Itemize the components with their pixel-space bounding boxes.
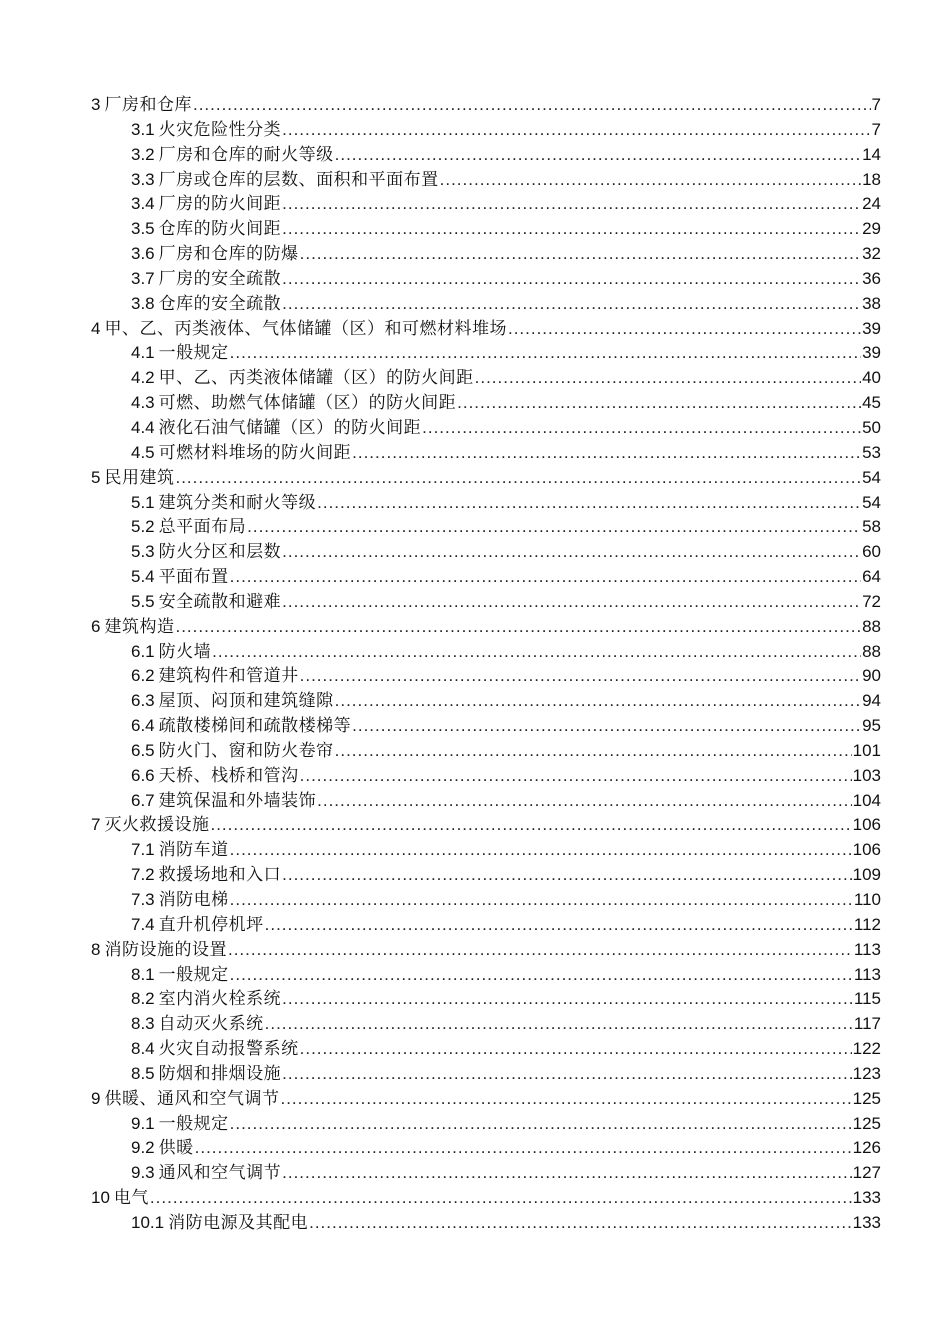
toc-entry[interactable]: [91, 764, 881, 789]
toc-entry-page-number: 123: [852, 1063, 881, 1083]
toc-entry-page-number: 54: [862, 467, 881, 487]
toc-entry[interactable]: [91, 491, 881, 516]
toc-dot-leader: [352, 714, 861, 739]
toc-entry-number: 4.2: [131, 368, 155, 388]
toc-entry[interactable]: [91, 341, 881, 366]
toc-dot-leader: [282, 217, 861, 242]
toc-entry[interactable]: [91, 366, 881, 391]
toc-dot-leader: [230, 565, 861, 590]
toc-entry-page-number: 106: [852, 840, 881, 860]
toc-entry-number: 10: [91, 1188, 110, 1208]
toc-dot-leader: [265, 1012, 853, 1037]
toc-entry-number: 8.3: [131, 1014, 155, 1034]
toc-entry[interactable]: [91, 118, 881, 143]
toc-entry[interactable]: [91, 963, 881, 988]
toc-dot-leader: [193, 93, 871, 118]
toc-dot-leader: [282, 1161, 851, 1186]
toc-entry[interactable]: [91, 391, 881, 416]
toc-entry-title: 灭火救援设施: [104, 815, 210, 836]
toc-entry-number: 5.1: [131, 492, 155, 512]
toc-dot-leader: [265, 913, 853, 938]
toc-entry-title: 安全疏散和避难: [158, 591, 282, 612]
toc-entry[interactable]: [91, 714, 881, 739]
toc-entry-number: 9: [91, 1088, 101, 1108]
toc-entry-number: 10.1: [131, 1212, 165, 1232]
toc-entry-title: 供暖: [158, 1138, 194, 1159]
toc-entry-page-number: 18: [862, 169, 881, 189]
toc-entry-title: 一般规定: [158, 964, 229, 985]
toc-entry-title: 建筑构造: [104, 616, 175, 637]
toc-entry-page-number: 112: [853, 914, 881, 934]
toc-dot-leader: [282, 267, 861, 292]
toc-entry[interactable]: [91, 242, 881, 267]
toc-entry-page-number: 110: [853, 890, 881, 909]
toc-entry-title: 平面布置: [158, 567, 229, 588]
toc-dot-leader: [282, 987, 853, 1012]
toc-entry-title: 火灾危险性分类: [158, 119, 282, 140]
toc-entry[interactable]: [91, 292, 881, 317]
toc-dot-leader: [440, 168, 861, 193]
toc-entry-number: 9.2: [131, 1138, 155, 1158]
toc-entry-number: 3.5: [131, 219, 155, 239]
toc-entry-page-number: 14: [862, 144, 881, 164]
toc-entry[interactable]: [91, 590, 881, 615]
toc-entry-title: 自动灭火系统: [158, 1014, 264, 1035]
toc-entry-title: 一般规定: [158, 1113, 229, 1134]
toc-entry[interactable]: [91, 192, 881, 217]
toc-entry[interactable]: [91, 888, 881, 913]
toc-entry-page-number: 39: [862, 318, 881, 338]
toc-entry-page-number: 122: [852, 1039, 881, 1059]
toc-entry[interactable]: [91, 565, 881, 590]
toc-entry-page-number: 133: [852, 1212, 881, 1232]
toc-entry-title: 厂房的安全疏散: [158, 268, 282, 289]
toc-dot-leader: [335, 143, 861, 168]
toc-entry-title: 防火分区和层数: [158, 542, 282, 563]
toc-dot-leader: [475, 366, 861, 391]
toc-entry-page-number: 133: [852, 1188, 881, 1208]
toc-entry[interactable]: [91, 789, 881, 814]
toc-entry-number: 6.2: [131, 666, 155, 686]
toc-entry-title: 建筑构件和管道井: [158, 666, 299, 687]
toc-entry-page-number: 36: [862, 268, 881, 288]
toc-entry-title: 疏散楼梯间和疏散楼梯等: [158, 716, 352, 737]
toc-entry-page-number: 127: [852, 1163, 881, 1183]
toc-entry-page-number: 88: [862, 641, 881, 661]
toc-dot-leader: [282, 1062, 851, 1087]
toc-dot-leader: [282, 540, 861, 565]
toc-entry-number: 6.1: [131, 641, 155, 661]
toc-dot-leader: [457, 391, 861, 416]
toc-entry-page-number: 88: [862, 616, 881, 636]
toc-entry-number: 5: [91, 467, 101, 487]
toc-entry-title: 消防电梯: [158, 890, 229, 910]
toc-entry-title: 仓库的防火间距: [158, 219, 282, 240]
toc-entry-title: 救援场地和入口: [158, 865, 282, 886]
toc-dot-leader: [175, 466, 861, 491]
toc-entry-number: 6.4: [131, 716, 155, 736]
toc-dot-leader: [230, 1112, 852, 1137]
toc-entry-page-number: 58: [862, 517, 881, 537]
toc-entry-page-number: 125: [852, 1088, 881, 1108]
toc-dot-leader: [282, 192, 861, 217]
toc-entry-number: 8.5: [131, 1063, 155, 1083]
toc-entry-page-number: 104: [852, 790, 881, 810]
toc-entry[interactable]: [91, 987, 881, 1012]
toc-entry[interactable]: [91, 267, 881, 292]
toc-entry-number: 5.3: [131, 542, 155, 562]
toc-entry[interactable]: [91, 466, 881, 491]
toc-entry-page-number: 64: [862, 567, 881, 587]
toc-entry-page-number: 72: [862, 591, 881, 611]
toc-entry[interactable]: [91, 913, 881, 938]
toc-entry-number: 6.3: [131, 691, 155, 711]
toc-entry-title: 消防车道: [158, 840, 229, 861]
toc-entry-title: 消防电源及其配电: [168, 1212, 309, 1233]
toc-entry-number: 8.2: [131, 989, 155, 1009]
toc-entry-number: 7.1: [131, 840, 155, 860]
toc-dot-leader: [175, 615, 861, 640]
toc-entry-number: 5.2: [131, 517, 155, 537]
toc-entry-page-number: 113: [853, 964, 881, 984]
toc-entry-title: 通风和空气调节: [158, 1163, 282, 1184]
toc-dot-leader: [210, 813, 851, 838]
toc-entry-number: 7.4: [131, 914, 155, 934]
toc-entry-page-number: 24: [862, 194, 881, 214]
toc-entry-number: 6.5: [131, 740, 155, 760]
toc-entry[interactable]: [91, 838, 881, 863]
toc-entry-number: 3.1: [131, 119, 155, 139]
toc-dot-leader: [247, 515, 861, 540]
toc-entry[interactable]: [91, 640, 881, 665]
toc-entry-number: 8.4: [131, 1039, 155, 1059]
toc-entry-title: 建筑分类和耐火等级: [158, 492, 317, 513]
toc-entry-page-number: 125: [852, 1113, 881, 1133]
toc-entry-page-number: 50: [862, 417, 881, 437]
toc-entry-number: 7: [91, 815, 101, 835]
toc-entry-page-number: 7: [871, 95, 881, 114]
toc-entry-page-number: 106: [852, 815, 881, 835]
toc-entry-title: 厂房或仓库的层数、面积和平面布置: [158, 169, 439, 190]
toc-entry-number: 4.3: [131, 393, 155, 413]
toc-entry-number: 6.7: [131, 790, 155, 810]
toc-dot-leader: [230, 341, 861, 366]
toc-entry[interactable]: [91, 863, 881, 888]
toc-entry-number: 3.3: [131, 169, 155, 189]
toc-entry[interactable]: [91, 1112, 881, 1137]
toc-entry-number: 7.2: [131, 865, 155, 885]
toc-entry-number: 9.1: [131, 1113, 155, 1133]
toc-entry-number: 5.5: [131, 591, 155, 611]
toc-dot-leader: [282, 118, 870, 143]
toc-entry-number: 4.1: [131, 343, 155, 363]
toc-entry-page-number: 115: [853, 989, 881, 1009]
toc-dot-leader: [150, 1186, 852, 1211]
toc-entry-title: 直升机停机坪: [158, 914, 264, 935]
toc-entry-number: 3.6: [131, 244, 155, 264]
toc-entry-page-number: 7: [871, 119, 881, 139]
toc-entry-title: 消防设施的设置: [104, 939, 227, 960]
toc-entry-page-number: 109: [852, 865, 881, 885]
toc-entry[interactable]: [91, 689, 881, 714]
toc-entry-page-number: 32: [862, 244, 881, 264]
toc-entry-page-number: 117: [853, 1014, 881, 1034]
toc-entry[interactable]: [91, 1211, 881, 1236]
toc-dot-leader: [317, 491, 861, 516]
toc-dot-leader: [508, 317, 861, 342]
toc-entry-page-number: 60: [862, 542, 881, 562]
toc-entry-title: 建筑保温和外墙装饰: [158, 790, 317, 811]
toc-entry-number: 3: [91, 95, 101, 114]
toc-entry[interactable]: [91, 416, 881, 441]
toc-entry-page-number: 38: [862, 293, 881, 313]
toc-entry[interactable]: [91, 1062, 881, 1087]
toc-entry-number: 3.4: [131, 194, 155, 214]
toc-entry-page-number: 53: [862, 442, 881, 462]
toc-entry-number: 6: [91, 616, 101, 636]
toc-dot-leader: [422, 416, 861, 441]
toc-dot-leader: [300, 242, 861, 267]
toc-dot-leader: [228, 938, 853, 963]
toc-dot-leader: [335, 689, 861, 714]
toc-entry-title: 室内消火栓系统: [158, 989, 282, 1010]
toc-entry-page-number: 101: [852, 740, 881, 760]
table-of-contents: [91, 93, 881, 1236]
toc-entry-title: 厂房的防火间距: [158, 194, 282, 215]
toc-entry-page-number: 45: [862, 393, 881, 413]
toc-entry-title: 仓库的安全疏散: [158, 293, 282, 314]
toc-entry-title: 厂房和仓库的防爆: [158, 244, 299, 265]
toc-entry-title: 厂房和仓库的耐火等级: [158, 144, 334, 165]
toc-dot-leader: [352, 441, 861, 466]
toc-dot-leader: [282, 590, 861, 615]
toc-dot-leader: [282, 292, 861, 317]
toc-entry-title: 液化石油气储罐（区）的防火间距: [158, 417, 422, 438]
toc-entry-number: 3.8: [131, 293, 155, 313]
toc-dot-leader: [230, 963, 853, 988]
toc-dot-leader: [300, 764, 852, 789]
toc-dot-leader: [230, 888, 853, 913]
toc-entry-number: 5.4: [131, 567, 155, 587]
toc-entry[interactable]: [91, 739, 881, 764]
toc-entry-title: 可燃、助燃气体储罐（区）的防火间距: [158, 393, 457, 414]
toc-entry[interactable]: [91, 664, 881, 689]
toc-dot-leader: [300, 1037, 852, 1062]
toc-entry[interactable]: [91, 938, 881, 963]
toc-entry-number: 3.2: [131, 144, 155, 164]
toc-entry-title: 防火门、窗和防火卷帘: [158, 740, 334, 761]
toc-entry[interactable]: [91, 1037, 881, 1062]
toc-entry[interactable]: [91, 1087, 881, 1112]
toc-dot-leader: [230, 838, 852, 863]
toc-entry-page-number: 39: [862, 343, 881, 363]
toc-entry-title: 防烟和排烟设施: [158, 1063, 282, 1084]
toc-entry-title: 厂房和仓库: [104, 95, 192, 115]
toc-entry[interactable]: [91, 813, 881, 838]
toc-entry[interactable]: [91, 515, 881, 540]
toc-entry-page-number: 29: [862, 219, 881, 239]
toc-entry-number: 4.4: [131, 417, 155, 437]
toc-entry-page-number: 40: [862, 368, 881, 388]
toc-entry-number: 8: [91, 939, 101, 959]
toc-entry-number: 4.5: [131, 442, 155, 462]
toc-dot-leader: [212, 640, 861, 665]
toc-entry[interactable]: [91, 317, 881, 342]
toc-entry[interactable]: [91, 1161, 881, 1186]
toc-entry-title: 可燃材料堆场的防火间距: [158, 442, 352, 463]
toc-entry[interactable]: [91, 143, 881, 168]
toc-entry-page-number: 103: [852, 765, 881, 785]
toc-dot-leader: [317, 789, 851, 814]
toc-dot-leader: [195, 1136, 852, 1161]
toc-entry[interactable]: [91, 1012, 881, 1037]
toc-entry-title: 电气: [113, 1188, 149, 1209]
toc-entry-number: 8.1: [131, 964, 155, 984]
toc-entry-page-number: 113: [853, 939, 881, 959]
toc-entry-title: 供暖、通风和空气调节: [104, 1088, 280, 1109]
toc-entry-title: 民用建筑: [104, 467, 175, 488]
toc-entry-number: 6.6: [131, 765, 155, 785]
toc-entry[interactable]: [91, 217, 881, 242]
toc-entry-page-number: 95: [862, 716, 881, 736]
toc-dot-leader: [280, 1087, 851, 1112]
toc-entry-number: 9.3: [131, 1163, 155, 1183]
toc-entry-title: 一般规定: [158, 343, 229, 364]
toc-entry[interactable]: [91, 1136, 881, 1161]
toc-entry-number: 7.3: [131, 890, 155, 909]
toc-entry[interactable]: [91, 540, 881, 565]
toc-entry-page-number: 54: [862, 492, 881, 512]
toc-entry[interactable]: [91, 168, 881, 193]
toc-entry-title: 天桥、栈桥和管沟: [158, 765, 299, 786]
toc-entry-title: 甲、乙、丙类液体储罐（区）的防火间距: [158, 368, 474, 389]
toc-entry-title: 火灾自动报警系统: [158, 1039, 299, 1060]
toc-entry-title: 屋顶、闷顶和建筑缝隙: [158, 691, 334, 712]
toc-entry-title: 防火墙: [158, 641, 212, 662]
toc-dot-leader: [282, 863, 851, 888]
toc-entry-title: 总平面布局: [158, 517, 247, 538]
toc-entry-page-number: 90: [862, 666, 881, 686]
toc-dot-leader: [300, 664, 861, 689]
toc-entry[interactable]: [91, 615, 881, 640]
toc-entry-page-number: 94: [862, 691, 881, 711]
toc-entry-page-number: 126: [852, 1138, 881, 1158]
toc-entry[interactable]: [91, 441, 881, 466]
toc-entry-title: 甲、乙、丙类液体、气体储罐（区）和可燃材料堆场: [104, 318, 507, 339]
toc-entry[interactable]: [91, 1186, 881, 1211]
toc-entry-number: 4: [91, 318, 101, 338]
toc-entry-number: 3.7: [131, 268, 155, 288]
toc-dot-leader: [335, 739, 852, 764]
toc-entry[interactable]: [91, 93, 881, 118]
toc-dot-leader: [309, 1211, 852, 1236]
